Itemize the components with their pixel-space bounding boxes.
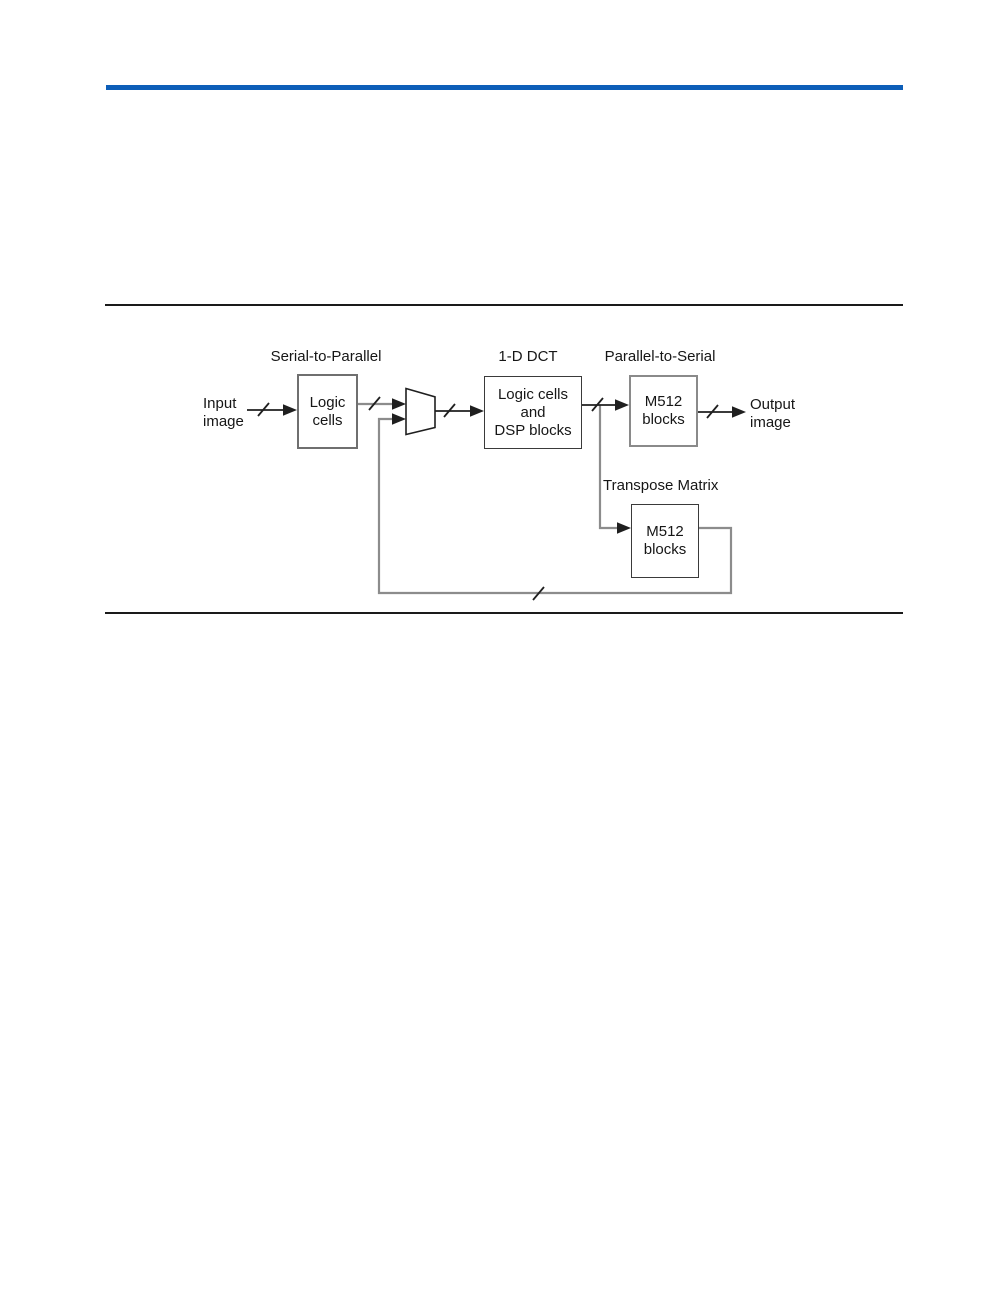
mux-icon [406,389,435,435]
block-logic-cells-line1: Logic [309,393,346,411]
label-parallel-to-serial: Parallel-to-Serial [604,348,716,365]
block-dct-line1: Logic cells [497,385,569,403]
arrowhead-icon [392,398,406,410]
block-m512-top-line2: blocks [642,411,685,428]
arrowhead-icon [615,399,629,411]
block-m512-bot-line2: blocks [643,541,687,558]
input-image-line1: Input [203,395,237,412]
block-logic-cells-line2: cells [312,411,343,429]
wire-dct-to-transpose [600,405,617,528]
output-image-line1: Output [750,396,796,413]
block-m512-parallel-to-serial [629,375,698,447]
arrowhead-icon [732,406,746,418]
block-dct-line2: and [520,403,546,421]
arrowhead-icon [283,404,297,416]
output-image-line2: image [750,413,791,431]
label-1d-dct: 1-D DCT [498,348,558,365]
output-image-label [750,396,795,431]
block-m512-transpose [631,504,699,578]
arrowhead-icon [392,413,406,425]
input-image-line2: image [203,412,244,430]
arrowhead-icon [617,522,631,534]
label-transpose-matrix: Transpose Matrix [603,477,719,494]
block-logic-cells [297,374,358,449]
block-m512-top-line1: M512 [644,393,683,410]
block-dct-line3: DSP blocks [494,421,572,439]
input-image-label [203,395,244,430]
block-logic-cells-dsp [484,376,582,449]
block-m512-bot-line1: M512 [646,523,684,540]
label-serial-to-parallel: Serial-to-Parallel [270,348,382,365]
arrowhead-icon [470,405,484,417]
